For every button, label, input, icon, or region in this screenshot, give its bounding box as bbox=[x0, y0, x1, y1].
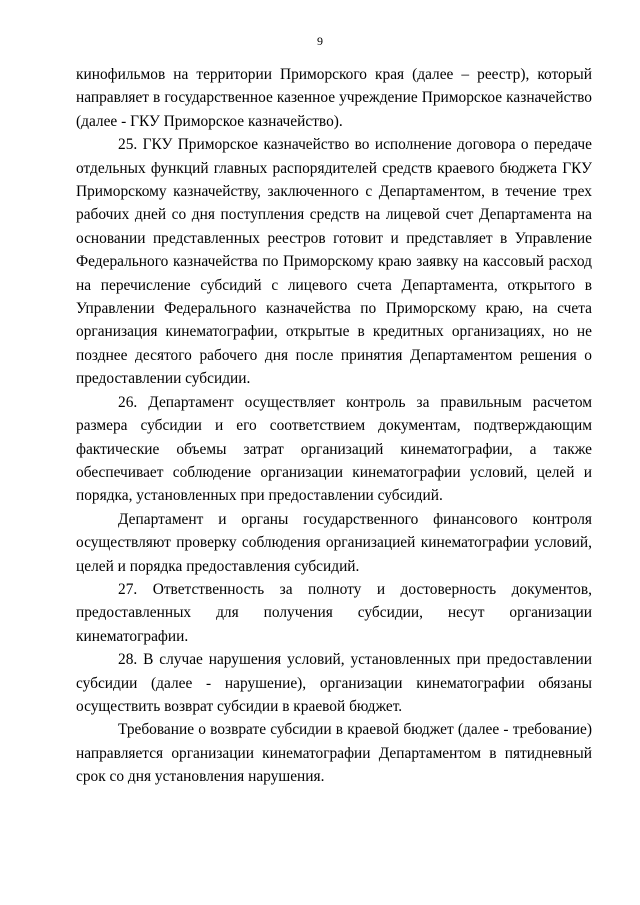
page-number: 9 bbox=[317, 34, 323, 48]
paragraph-26-control: Департамент и органы государственного финансового контроля осуществляют проверку соблюдения организацией кинематографии условий, целей и порядка предоставления субсидий. bbox=[76, 510, 592, 575]
paragraph-continuation: кинофильмов на территории Приморского края (далее – реестр), который направляет в государственное казенное учреждение Приморское казначейство (далее - ГКУ Приморское казначейство). bbox=[76, 66, 592, 130]
paragraph-28: 28. В случае нарушения условий, установленных при предоставлении субсидии (далее - нарушение), организации кинематографии обязаны осуществить возврат субсидии в краевой бюджет. bbox=[76, 651, 592, 715]
paragraph-28-requirement: Требование о возврате субсидии в краевой бюджет (далее - требование) направляется организации кинематографии Департаментом в пятидневный срок со дня установления нарушения. bbox=[76, 721, 592, 786]
paragraph-25: 25. ГКУ Приморское казначейство во исполнение договора о передаче отдельных функций главных распорядителей средств краевого бюджета ГКУ Приморскому казначейству, заключенного с Департаментом, в течение трех рабочих дней со дня поступления средств на лицевой счет Департамента на основании представленных реестров готовит и представляет в Управление Федерального казначейства по Приморскому краю заявку на кассовый расход на перечисление субсидий с лицевого счета Департамента, открытого в Управлении Федерального казначейства по Приморскому краю, на счета организация кинематографии, открытые в кредитных организациях, но не позднее десятого рабочего дня после принятия Департаментом решения о предоставлении субсидии. bbox=[76, 136, 592, 388]
paragraph-27: 27. Ответственность за полноту и достоверность документов, предоставленных для получения субсидии, несут организации кинематографии. bbox=[76, 580, 592, 645]
paragraph-26: 26. Департамент осуществляет контроль за правильным расчетом размера субсидии и его соответствием документам, подтверждающим фактические объемы затрат организаций кинематографии, а также обеспечивает соблюдение организации кинематографии условий, целей и порядка, установленных при предоставлении субсидий. bbox=[76, 393, 592, 505]
document-body bbox=[76, 63, 592, 789]
